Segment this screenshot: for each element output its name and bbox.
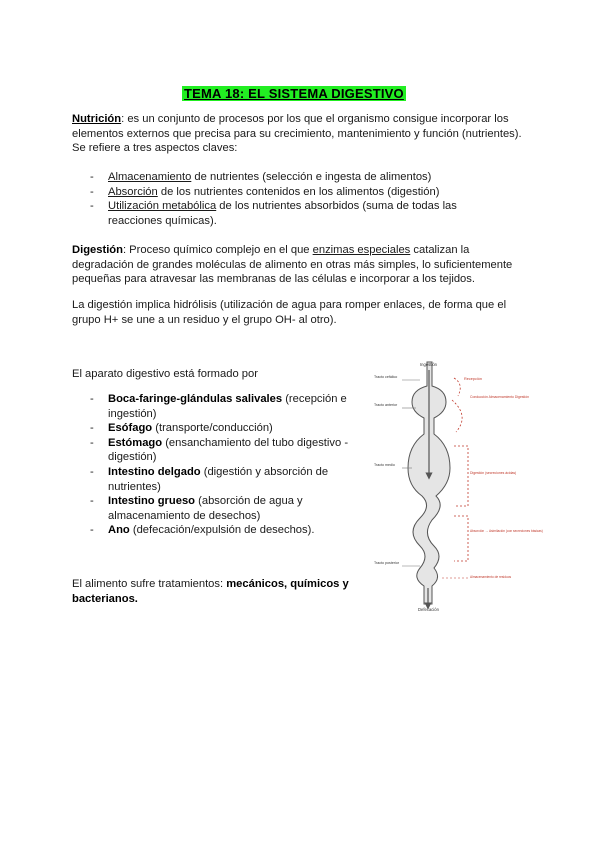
item-text: de nutrientes (selección e ingesta de alimentos) <box>191 171 432 183</box>
list-item <box>72 465 362 494</box>
list-item <box>72 185 532 200</box>
figure-bottom-label: Defecación <box>418 607 439 612</box>
tratamientos-paragraph <box>72 577 362 606</box>
digestion-text-after: catalizan la degradación de grandes moléculas de alimento en otras más simples, lo suficientemente pequeñas para atravesar las membranas de las células e incorporar a los tejidos. <box>72 244 513 286</box>
right-label-digestion: Digestión (secreciones ácidas) <box>470 471 517 475</box>
bracket-shape <box>454 446 468 506</box>
tratamientos-text: El alimento sufre tratamientos: <box>72 578 227 590</box>
list-item <box>72 436 362 465</box>
item-text: de los nutrientes contenidos en los alimentos (digestión) <box>157 185 440 198</box>
right-label-recepcion: Recepción <box>464 377 482 381</box>
item-text: (ensanchamiento del tubo digestivo - digestión) <box>108 436 349 464</box>
list-item <box>72 392 362 421</box>
right-label-almacenamiento: Almacenamiento de residuos <box>470 575 512 579</box>
page-title: TEMA 18: EL SISTEMA DIGESTIVO <box>184 86 404 101</box>
list-item <box>72 494 362 523</box>
left-label-cefalico: Tracto cefálico <box>374 375 398 379</box>
bracket-shape <box>454 516 468 561</box>
right-label-conduccion: Conducción Almacenamiento Digestión <box>470 395 529 399</box>
item-term: Boca-faringe-glándulas salivales <box>108 393 283 405</box>
item-term: Absorción <box>108 185 158 198</box>
list-item <box>72 421 362 436</box>
nutricion-paragraph <box>72 112 532 156</box>
tratamientos-bold: mecánicos, químicos y bacterianos. <box>72 578 349 605</box>
item-text: (defecación/expulsión de desechos). <box>129 524 315 537</box>
nutricion-text: : es un conjunto de procesos por los que el organismo consigue incorporar los elementos externos que precisa para su crecimiento, mantenimiento y función (nutrientes). Se refiere a tres aspectos claves: <box>72 113 522 155</box>
item-text: (transporte/conducción) <box>152 422 273 435</box>
item-term: Utilización metabólica <box>108 200 217 213</box>
bracket-shape <box>454 378 460 396</box>
item-term: Esófago <box>108 422 153 435</box>
list-item <box>72 199 532 228</box>
list-item <box>72 170 532 185</box>
item-text: (recepción e ingestión) <box>108 393 347 420</box>
item-text: (absorción de agua y almacenamiento de desechos) <box>108 495 303 522</box>
item-term: Almacenamiento <box>108 171 192 183</box>
aparato-list <box>72 392 362 538</box>
item-term: Estómago <box>108 436 163 449</box>
left-label-anterior: Tracto anterior <box>374 403 398 407</box>
nutricion-list <box>72 170 532 228</box>
left-label-medio: Tracto medio <box>374 463 395 467</box>
figure-top-label: Ingestión <box>420 362 437 367</box>
item-term: Intestino grueso <box>108 495 196 508</box>
digestion-text-before: : Proceso químico complejo en el que <box>122 244 313 256</box>
list-item <box>72 523 362 538</box>
item-text: de los nutrientes absorbidos (suma de todas las reacciones químicas). <box>108 200 457 227</box>
left-label-posterior: Tracto posterior <box>374 561 400 565</box>
aparato-intro: El aparato digestivo está formado por <box>72 368 258 380</box>
item-term: Ano <box>108 524 130 537</box>
digestion-underlined: enzimas especiales <box>312 244 411 256</box>
nutricion-term: Nutrición <box>72 113 122 125</box>
digestion-paragraph <box>72 243 532 287</box>
digestive-tract-figure <box>372 356 543 612</box>
item-term: Intestino delgado <box>108 465 201 478</box>
bracket-shape <box>452 400 462 432</box>
hidrolisis-paragraph: La digestión implica hidrólisis (utilización de agua para romper enlaces, de forma que el grupo H+ se une a un residuo y el grupo OH- al otro). <box>72 299 507 326</box>
right-label-absorcion: Absorción → Asimilación (con secreciones básicas) <box>470 529 543 533</box>
digestion-term: Digestión <box>72 244 123 256</box>
item-text: (digestión y absorción de nutrientes) <box>108 465 329 493</box>
